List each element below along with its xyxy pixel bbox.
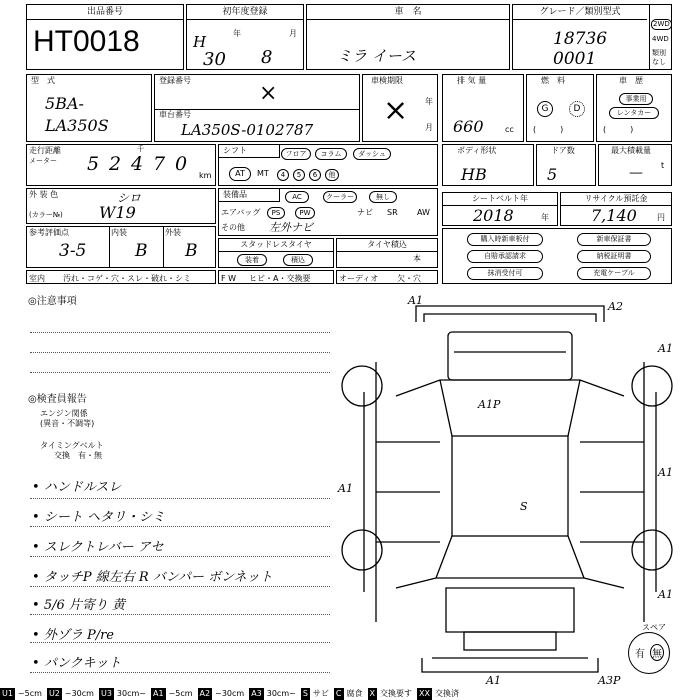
mileage-thousand: 千 bbox=[137, 145, 144, 153]
spare-yes: 有 bbox=[635, 649, 645, 660]
equip-ps: PS bbox=[267, 207, 285, 219]
mileage-digit: 7 bbox=[153, 153, 166, 175]
doors: 5 bbox=[547, 165, 558, 184]
legend-value: 交換要す bbox=[379, 689, 412, 698]
interior-score: B bbox=[135, 241, 148, 261]
inspector-note: • タッチP 線左右 R バンパー ボンネット bbox=[32, 566, 273, 585]
inspect-label: 車検期限 bbox=[371, 76, 403, 85]
first-reg-month: 8 bbox=[261, 47, 273, 68]
damage-mark: A1 bbox=[408, 294, 423, 307]
lot-number: HT0018 bbox=[33, 25, 140, 58]
shift-gear-6: 6 bbox=[309, 169, 321, 181]
inspect-month: 月 bbox=[425, 123, 433, 132]
legend-value: ~5cm bbox=[168, 689, 193, 698]
score-label: 参考評価点 bbox=[29, 228, 69, 237]
score-divider-1 bbox=[109, 227, 110, 267]
damage-legend bbox=[0, 688, 700, 700]
report-label: ◎検査員報告 bbox=[28, 394, 87, 405]
mileage-digit: 2 bbox=[109, 153, 122, 175]
equip-other: 左外ナビ bbox=[269, 221, 313, 234]
legend-key: C bbox=[335, 689, 342, 698]
engine-sub: (異音・不調等) bbox=[40, 419, 95, 428]
equip-label: 装備品 bbox=[223, 190, 247, 199]
rule-line bbox=[30, 332, 330, 333]
reg-cross: × bbox=[259, 81, 278, 106]
fuel-box bbox=[526, 74, 594, 142]
exterior-score-label: 外装 bbox=[165, 228, 181, 237]
rule-line bbox=[30, 372, 330, 373]
capacity-box bbox=[598, 144, 672, 186]
doc-tax: 納税証明書 bbox=[577, 250, 651, 263]
right-doors bbox=[580, 442, 644, 542]
doors-box bbox=[536, 144, 596, 186]
fw-label: F W bbox=[221, 274, 237, 283]
reg-box bbox=[154, 74, 360, 142]
mileage-digit: 0 bbox=[175, 153, 188, 175]
mileage-digits bbox=[87, 153, 197, 175]
timing-opts: 交換 有・無 bbox=[54, 451, 102, 460]
left-doors bbox=[376, 442, 440, 542]
damage-mark: A2 bbox=[608, 300, 623, 313]
spare-circle bbox=[628, 632, 670, 674]
history-label: 車 歴 bbox=[619, 76, 643, 85]
front-bumper bbox=[422, 658, 598, 672]
studless-label: スタッドレスタイヤ bbox=[219, 239, 333, 252]
equip-airbag: エアバッグ bbox=[221, 208, 261, 217]
inspector-note: • 5/6 片寄り 黄 bbox=[32, 594, 125, 613]
history-paren: ( ) bbox=[603, 125, 634, 134]
month-unit: 月 bbox=[289, 29, 297, 38]
rule-line bbox=[30, 352, 330, 353]
inspect-cross: × bbox=[383, 93, 409, 128]
model: 5BA-LA350S bbox=[45, 94, 109, 135]
damage-mark: A1 bbox=[658, 466, 673, 479]
doc-cable: 充電ケーブル bbox=[577, 267, 651, 280]
inspector-note: • 外ゾラ P/re bbox=[32, 624, 114, 643]
damage-mark: A1 bbox=[338, 482, 353, 495]
inspect-box bbox=[362, 74, 438, 142]
recycle-unit: 円 bbox=[657, 213, 665, 222]
grade-box bbox=[512, 4, 672, 70]
legend-key: XX bbox=[418, 689, 430, 698]
shift-gear-other: 他 bbox=[325, 169, 339, 181]
wheel-right-rear bbox=[632, 366, 672, 406]
rule-line bbox=[30, 672, 330, 673]
legend-value: 30cm~ bbox=[116, 689, 146, 698]
tire-count: 本 bbox=[413, 254, 421, 263]
car-name: ミラ イース bbox=[337, 47, 417, 65]
displacement-label: 排 気 量 bbox=[457, 76, 487, 85]
studless-mounted: 装着 bbox=[237, 254, 267, 266]
history-box bbox=[596, 74, 672, 142]
timing-label: タイミングベルト bbox=[40, 441, 104, 450]
damage-mark: A1 bbox=[658, 588, 673, 601]
color-box bbox=[26, 188, 216, 224]
doc-new-plate: 購入時新車板付 bbox=[467, 233, 543, 246]
doc-insurance: 自賠承認請求 bbox=[467, 250, 543, 263]
rule-line bbox=[30, 556, 330, 557]
legend-key: A1 bbox=[153, 689, 164, 698]
engine-label: エンジン関係 bbox=[40, 409, 88, 418]
rule-line bbox=[30, 586, 330, 587]
exterior-score: B bbox=[185, 241, 198, 261]
displacement: 660 bbox=[453, 117, 484, 136]
grade-label: グレード／類別型式 bbox=[513, 5, 647, 20]
legend-value: ~30cm bbox=[64, 689, 94, 698]
first-reg-year: 30 bbox=[203, 49, 226, 70]
spare-no: 無 bbox=[650, 644, 664, 661]
audio-label: オーディオ bbox=[339, 274, 379, 283]
model-label: 型 式 bbox=[31, 76, 55, 85]
first-reg-label: 初年度登録 bbox=[187, 5, 303, 20]
shift-mt: MT bbox=[257, 169, 269, 178]
recycle-label: リサイクル預託金 bbox=[561, 193, 671, 206]
lot-label: 出品番号 bbox=[27, 5, 183, 20]
right-side bbox=[644, 362, 656, 622]
left-side bbox=[364, 362, 376, 622]
inspector-note: • シート ヘタリ・シミ bbox=[32, 506, 165, 525]
legend-value: ~5cm bbox=[17, 689, 42, 698]
chassis: LA350S-0102787 bbox=[181, 121, 314, 139]
damage-mark: A1 bbox=[486, 674, 501, 686]
year-unit: 年 bbox=[233, 29, 241, 38]
legend-value: 交換済 bbox=[434, 689, 459, 698]
shift-column: コラム bbox=[315, 148, 347, 160]
mileage-unit: km bbox=[199, 171, 212, 180]
audio-box bbox=[336, 270, 438, 284]
windshield bbox=[436, 536, 584, 578]
drive-column bbox=[649, 5, 672, 69]
shift-dash: ダッシュ bbox=[353, 148, 391, 160]
rule-line bbox=[30, 614, 330, 615]
doc-cancel: 抹消受付可 bbox=[467, 267, 543, 280]
equip-other-label: その他 bbox=[221, 223, 245, 232]
legend-value: 30cm~ bbox=[266, 689, 296, 698]
studless-box bbox=[218, 238, 334, 268]
legend-value: サビ bbox=[312, 689, 329, 698]
hood bbox=[446, 588, 574, 632]
tire-box bbox=[336, 238, 438, 268]
recycle-box bbox=[560, 192, 672, 226]
interior-label: 室内 bbox=[29, 274, 45, 283]
seatbelt-label: シートベルト年 bbox=[443, 193, 557, 206]
drive-2wd: 2WD bbox=[653, 20, 670, 28]
legend-key: U3 bbox=[100, 689, 112, 698]
inspect-year: 年 bbox=[425, 97, 433, 106]
docs-box bbox=[442, 228, 672, 284]
equip-box bbox=[218, 188, 438, 236]
fuel-g: G bbox=[537, 101, 553, 117]
drive-4wd: 4WD bbox=[652, 35, 669, 43]
shift-label-cell bbox=[219, 145, 280, 158]
shift-at: AT bbox=[229, 167, 251, 181]
legend-key: U2 bbox=[48, 689, 60, 698]
equip-ac: AC bbox=[285, 191, 309, 203]
fuel-label: 燃 料 bbox=[541, 76, 565, 85]
shift-label: シフト bbox=[223, 146, 247, 155]
rule-line bbox=[30, 498, 330, 499]
caution-label: ◎注意事項 bbox=[28, 296, 77, 307]
displacement-box bbox=[442, 74, 524, 142]
capacity-unit: t bbox=[661, 161, 665, 170]
mileage-meter: メーター bbox=[29, 157, 57, 165]
first-reg-era: H bbox=[193, 33, 207, 51]
tire-label: タイヤ積込 bbox=[337, 239, 437, 252]
mileage-box bbox=[26, 144, 216, 186]
seatbelt: 2018 bbox=[473, 206, 514, 225]
car-name-box bbox=[306, 4, 510, 70]
grade-code: 18736 bbox=[553, 29, 608, 49]
damage-mark: A1P bbox=[478, 398, 501, 411]
fw-box bbox=[218, 270, 334, 284]
equip-navi: ナビ bbox=[357, 208, 373, 217]
audio-items: 欠・穴 bbox=[397, 274, 421, 283]
studless-loaded: 積込 bbox=[283, 254, 313, 266]
capacity: — bbox=[629, 165, 643, 181]
damage-mark: S bbox=[520, 500, 528, 513]
car-name-label: 車 名 bbox=[307, 5, 509, 20]
drive-note: 類別なし bbox=[652, 49, 666, 66]
shift-floor: フロア bbox=[281, 148, 311, 160]
equip-cooler: クーラー bbox=[323, 191, 357, 203]
reg-label: 登録番号 bbox=[159, 76, 191, 85]
body-label: ボディ形状 bbox=[457, 146, 497, 155]
inspector-note: • スレクトレバー アセ bbox=[32, 536, 164, 555]
equip-label-cell bbox=[219, 189, 280, 202]
shift-gear-4: 4 bbox=[277, 169, 289, 181]
equip-none: 無し bbox=[369, 191, 397, 203]
capacity-label: 最大積載量 bbox=[611, 146, 651, 155]
interior-items: 汚れ・コゲ・穴・スレ・破れ・シミ bbox=[63, 274, 191, 283]
interior-box bbox=[26, 270, 216, 284]
inspector-note: • パンクキット bbox=[32, 652, 121, 671]
mileage-digit: 5 bbox=[87, 153, 100, 175]
body-box bbox=[442, 144, 534, 186]
history-rental: レンタカー bbox=[609, 107, 659, 119]
body: HB bbox=[461, 165, 487, 184]
grille bbox=[464, 632, 556, 650]
score: 3-5 bbox=[59, 241, 87, 261]
first-reg-box bbox=[186, 4, 304, 70]
color-label: 外 装 色 bbox=[29, 190, 59, 199]
roof bbox=[452, 436, 568, 536]
color: シロ bbox=[117, 191, 142, 205]
wheel-right-front bbox=[632, 530, 672, 570]
legend-key: A3 bbox=[251, 689, 262, 698]
rear-window bbox=[448, 332, 572, 380]
grade-sub: 0001 bbox=[553, 49, 597, 69]
legend-value: 腐食 bbox=[346, 689, 363, 698]
fuel-paren: ( ) bbox=[533, 125, 564, 134]
score-divider-2 bbox=[163, 227, 164, 267]
color-code: W19 bbox=[99, 203, 136, 222]
history-business: 事業用 bbox=[619, 93, 653, 105]
rule-line bbox=[30, 526, 330, 527]
equip-pw: PW bbox=[295, 207, 315, 219]
fw-items: ヒビ・A・交換要 bbox=[249, 274, 311, 283]
seatbelt-unit: 年 bbox=[541, 213, 549, 222]
doc-warranty: 新車保証書 bbox=[577, 233, 651, 246]
seatbelt-box bbox=[442, 192, 558, 226]
recycle: 7,140 bbox=[591, 206, 637, 225]
equip-sr: SR bbox=[387, 208, 398, 217]
equip-aw: AW bbox=[417, 208, 430, 217]
legend-value: ~30cm bbox=[215, 689, 245, 698]
damage-mark: A1 bbox=[658, 342, 673, 355]
chassis-label: 車台番号 bbox=[159, 110, 191, 119]
shift-gear-5: 5 bbox=[293, 169, 305, 181]
legend-key: X bbox=[369, 689, 375, 698]
fuel-d: D bbox=[569, 101, 585, 117]
doors-label: ドア数 bbox=[551, 146, 575, 155]
damage-mark: A3P bbox=[598, 674, 621, 686]
shift-box bbox=[218, 144, 438, 186]
legend-key: U1 bbox=[2, 689, 13, 698]
model-box bbox=[26, 74, 152, 142]
cc-unit: cc bbox=[505, 125, 514, 134]
score-box bbox=[26, 226, 216, 268]
mileage-digit: 4 bbox=[131, 153, 144, 175]
color-code-label: (カラー№) bbox=[29, 211, 63, 219]
inspector-note: • ハンドルスレ bbox=[32, 476, 121, 495]
legend-key: A2 bbox=[199, 689, 211, 698]
spare-label: スペア bbox=[642, 623, 666, 632]
legend-key: S bbox=[302, 689, 308, 698]
lot-box bbox=[26, 4, 184, 70]
interior-score-label: 内装 bbox=[111, 228, 127, 237]
mileage-label: 走行距離 bbox=[29, 146, 61, 155]
